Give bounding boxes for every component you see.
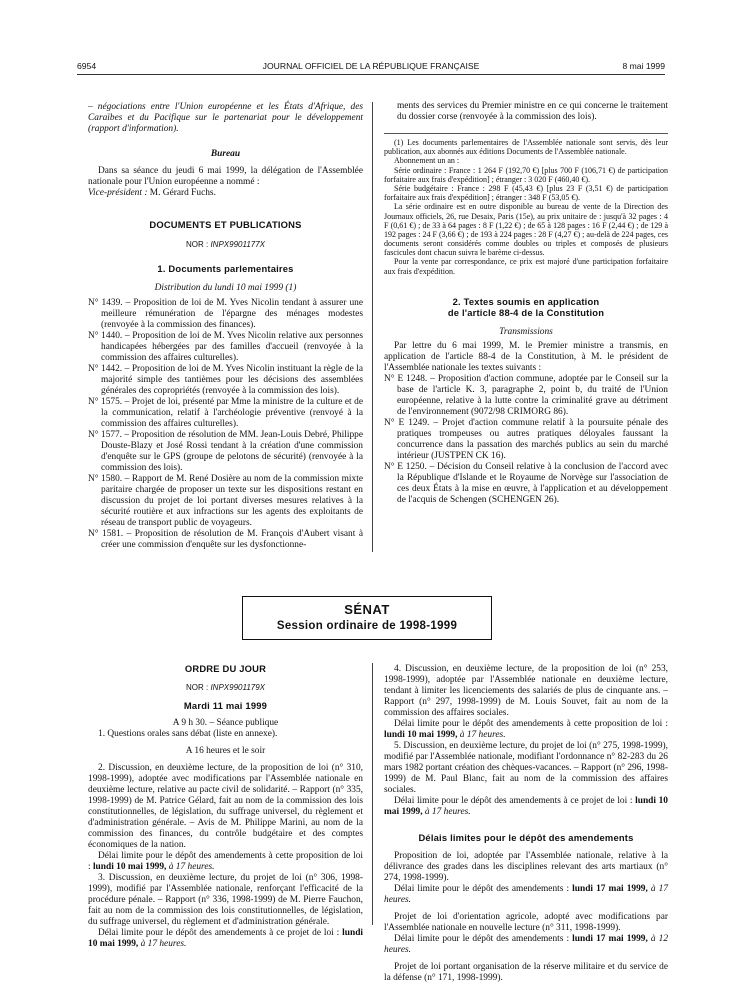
item-5: 5. Discussion, en deuxième lecture, du projet de loi (n° 275, 1998-1999), modifié par l'Assemblée nationale, modifiant l'ordonnance n° 82-283 du 26 mars 1982 portant création des chèques-vacances. – Rapport (n° 296, 1998-1999) de M. Paul Blanc, fait au nom de la commission des affaires sociales. xyxy=(384,741,668,795)
left-column-top xyxy=(88,102,363,551)
footnote-serie-ordinaire: Série ordinaire : France : 1 264 F (192,70 €) [plus 700 F (106,71 €) de participation forfaitaire aux frais d'expédition] ; étranger : 3 020 F (460,40 €). xyxy=(384,165,668,184)
continuation-text: ments des services du Premier ministre en ce qui concerne le traitement du dossier corse (renvoyée à la commission des lois). xyxy=(397,101,668,122)
docs-heading: DOCUMENTS ET PUBLICATIONS xyxy=(149,219,302,230)
delai-text: Délai limite pour le dépôt des amendements à ce projet de loi : xyxy=(98,928,340,939)
nor-line-1 xyxy=(88,240,363,249)
column-divider-lower xyxy=(372,663,373,925)
list-item: N° 1442. – Proposition de loi de M. Yves Nicolin instituant la règle de la majorité simple des tantièmes pour les décisions des assemblées générales des copropriétés (renvoyée à la commission des lois). xyxy=(88,364,363,397)
list-item: N° 1439. – Proposition de loi de M. Yves Nicolin tendant à assurer une meilleure rémunération de l'épargne des ménages modestes (renvoyée à la commission des finances). xyxy=(88,298,363,331)
list-item: N° 1440. – Proposition de loi de M. Yves Nicolin relative aux personnes handicapées hébergées par des familles d'accueil (renvoyée à la commission des affaires culturelles). xyxy=(88,331,363,364)
distribution-line: Distribution du lundi 10 mai 1999 (1) xyxy=(154,283,297,294)
right-column-top xyxy=(384,101,668,506)
bureau-title: Bureau xyxy=(210,149,241,159)
footnote-rule xyxy=(384,133,668,134)
nor-label: NOR : xyxy=(185,240,209,249)
footnote-abonnement: Abonnement un an : xyxy=(394,156,460,166)
left-column-bottom xyxy=(88,663,363,950)
header-rule xyxy=(77,74,665,75)
delai-time: à 17 heures. xyxy=(168,862,215,873)
delai-text: Délai limite pour le dépôt des amendements : xyxy=(394,934,570,944)
list-item: N° 1581. – Proposition de résolution de M. François d'Aubert visant à créer une commission d'enquête sur les dysfonctionne- xyxy=(88,529,363,551)
intro-item: – négociations entre l'Union européenne et les États d'Afrique, des Caraïbes et du Pacifique sur le partenariat pour le développement (rapport d'information). xyxy=(88,102,363,134)
delai-item-1: Proposition de loi, adoptée par l'Assemblée nationale, relative à la délivrance des grades dans les disciplines relevant des arts martiaux (n° 274, 1998-1999). xyxy=(384,851,668,883)
delai-text: Délai limite pour le dépôt des amendements : xyxy=(394,884,570,894)
delai-item-2: Projet de loi d'orientation agricole, adopté avec modifications par l'Assemblée nationale en nouvelle lecture (n° 311, 1998-1999). xyxy=(384,912,668,933)
footnote-correspondance: Pour la vente par correspondance, ce prix est majoré d'une participation forfaitaire aux frais d'expédition. xyxy=(384,257,668,276)
vice-president-line xyxy=(88,188,363,199)
afternoon-session: A 16 heures et le soir xyxy=(185,746,266,757)
delai-date: lundi 10 mai 1999, xyxy=(384,796,668,817)
delai-text: Délai limite pour le dépôt des amendements à ce projet de loi : xyxy=(394,796,633,806)
delai-date: lundi 17 mai 1999, xyxy=(572,934,648,944)
day-heading: Mardi 11 mai 1999 xyxy=(183,700,268,712)
page-header xyxy=(77,61,665,75)
delai-text: Délai limite pour le dépôt des amendements à cette proposition de loi : xyxy=(394,719,668,729)
vice-name: M. Gérard Fuchs. xyxy=(149,188,216,198)
item-3-delai xyxy=(88,928,363,950)
nor-line-2 xyxy=(88,683,363,692)
vice-label: Vice-président : xyxy=(88,188,148,198)
nor-value: INPX9901177X xyxy=(210,240,266,249)
section2-heading-line1: 2. Textes soumis en application xyxy=(452,295,600,307)
delai-date: lundi 10 mai 1999, xyxy=(384,730,458,740)
delai-date: lundi 10 mai 1999, xyxy=(92,862,167,873)
delai-date: lundi 17 mai 1999, xyxy=(572,884,648,894)
list-item: N° E 1249. – Projet d'action commune relatif à la poursuite pénale des pratiques trompeuses ou autres pratiques déloyales faussant la concurrence dans la passation des marchés publics au sein du marché intérieur (JUSTPEN CK 16). xyxy=(384,417,668,461)
delai-item-3: Projet de loi portant organisation de la réserve militaire et du service de la défense (n° 171, 1998-1999). xyxy=(384,962,668,983)
item-4: 4. Discussion, en deuxième lecture, de la proposition de loi (n° 253, 1998-1999), adoptée par l'Assemblée nationale en deuxième lecture, tendant à limiter les licenciements des salariés de plus de cinquante ans. – Rapport (n° 297, 1998-1999) de M. Louis Souvet, fait au nom de la commission des affaires sociales. xyxy=(384,664,668,718)
transmissions-title: Transmissions xyxy=(499,326,553,337)
transmissions-text: Par lettre du 6 mai 1999, M. le Premier ministre a transmis, en application de l'article 88-4 de la Constitution, à M. le président de l'Assemblée nationale les textes suivants : xyxy=(384,340,668,373)
list-item: N° 1575. – Projet de loi, présenté par Mme la ministre de la culture et de la communication, relatif à l'archéologie préventive (renvoyé à la commission des affaires culturelles). xyxy=(88,397,363,430)
footnote-vente: La série ordinaire est en outre disponible au bureau de vente de la Direction des Journaux officiels, 26, rue Desaix, Paris (15e), au prix unitaire de : jusqu'à 32 pages : 4 F (0,61 €) ; de 33 à 64 pages : 8 F (1,22 €) ; de 65 à 128 pages : 16 F (2,44 €) ; de 129 à 192 pages : 24 F (3,66 €) ; de 193 à 224 pages : 28 F (4,27 €) ; au-delà de 224 pages, ces documents seront considérés comme doubles ou triples et composés de plusieurs fascicules dont chacun suivra le barème ci-dessus. xyxy=(384,202,668,258)
item-1: 1. Questions orales sans débat (liste en annexe). xyxy=(98,729,278,740)
delai-time: à 17 heures. xyxy=(384,884,669,905)
bureau-text: Dans sa séance du jeudi 6 mai 1999, la délégation de l'Assemblée nationale pour l'Union européenne a nommé : xyxy=(88,166,363,187)
list-item: N° E 1250. – Décision du Conseil relative à la conclusion de l'accord avec la République d'Islande et le Royaume de Norvège sur l'association de ces deux États à la mise en œuvre, à l'application et au développement de l'acquis de Schengen (SCHENGEN 26). xyxy=(384,461,668,505)
item-2: 2. Discussion, en deuxième lecture, de la proposition de loi (n° 310, 1998-1999), adoptée avec modifications par l'Assemblée nationale en deuxième lecture, relative au pacte civil de solidarité. – Rapport (n° 335, 1998-1999) de M. Patrice Gélard, fait au nom de la commission des lois constitutionnelles, de législation, du suffrage universel, du règlement et d'administration générale. – Avis de M. Philippe Marini, au nom de la commission des finances, du contrôle budgétaire et des comptes économiques de la nation. xyxy=(88,763,363,851)
delais-heading: Délais limites pour le dépôt des amendements xyxy=(418,832,634,843)
delai-date: lundi 10 mai 1999, xyxy=(88,928,364,950)
nor-value: INPX9901179X xyxy=(210,683,266,692)
delai-item-1-line xyxy=(384,884,668,906)
senat-subtitle: Session ordinaire de 1998-1999 xyxy=(276,620,458,633)
item-2-delai xyxy=(88,851,363,873)
section1-heading: 1. Documents parlementaires xyxy=(157,263,294,275)
section2-heading-line2: de l'article 88-4 de la Constitution xyxy=(447,306,605,318)
ordre-du-jour-heading: ORDRE DU JOUR xyxy=(184,663,267,674)
delai-time: à 12 heures. xyxy=(384,934,669,955)
item-3: 3. Discussion, en deuxième lecture, du projet de loi (n° 306, 1998-1999), modifié par l'Assemblée nationale, renforçant l'efficacité de la procédure pénale. – Rapport (n° 336, 1998-1999) de M. Pierre Fauchon, fait au nom de la commission des lois constitutionnelles, de législation, du suffrage universel, du règlement et d'administration générale. xyxy=(88,873,363,928)
column-divider xyxy=(372,102,373,552)
morning-session: A 9 h 30. – Séance publique xyxy=(172,718,279,729)
footnote-intro: (1) Les documents parlementaires de l'Assemblée nationale sont servis, dès leur publication, aux abonnés aux éditions Documents de l'Assemblée nationale. xyxy=(384,138,668,157)
item-5-delai xyxy=(384,796,668,818)
list-item: N° E 1248. – Proposition d'action commune, adoptée par le Conseil sur la base de l'article K. 3, paragraphe 2, point b, du traité de l'Union européenne, relative à la lutte contre la criminalité grave au détriment de l'environnement (9072/98 CRIMORG 86). xyxy=(384,373,668,417)
delai-time: à 17 heures. xyxy=(424,807,471,817)
right-column-bottom xyxy=(384,664,668,984)
nor-label: NOR : xyxy=(185,683,209,692)
delai-time: à 17 heures. xyxy=(140,939,187,950)
senat-title: SÉNAT xyxy=(344,602,390,617)
issue-date: 8 mai 1999 xyxy=(622,61,665,71)
journal-title: JOURNAL OFFICIEL DE LA RÉPUBLIQUE FRANÇAISE xyxy=(262,61,480,71)
delai-text: Délai limite pour le dépôt des amendements à cette proposition de loi : xyxy=(88,851,363,873)
list-item: N° 1580. – Rapport de M. René Dosière au nom de la commission mixte paritaire chargée de proposer un texte sur les dispositions restant en discussion du projet de loi portant diverses mesures relatives à la sécurité routière et aux infractions sur les agents des exploitants de réseau de transport public de voyageurs. xyxy=(88,474,363,529)
page-number: 6954 xyxy=(77,61,97,71)
senat-title-box xyxy=(242,596,492,640)
item-4-delai xyxy=(384,719,668,741)
delai-item-2-line xyxy=(384,934,668,956)
footnote-serie-budgetaire: Série budgétaire : France : 298 F (45,43 €) [plus 23 F (3,51 €) de participation forfaitaire aux frais d'expédition] ; étranger : 348 F (53,05 €). xyxy=(384,183,668,203)
list-item: N° 1577. – Proposition de résolution de MM. Jean-Louis Debré, Philippe Douste-Blazy et José Rossi tendant à la création d'une commission d'enquête sur le GPS (groupe de pelotons de sécurité) (renvoyée à la commission des lois). xyxy=(88,430,363,474)
delai-time: à 17 heures. xyxy=(459,730,506,740)
